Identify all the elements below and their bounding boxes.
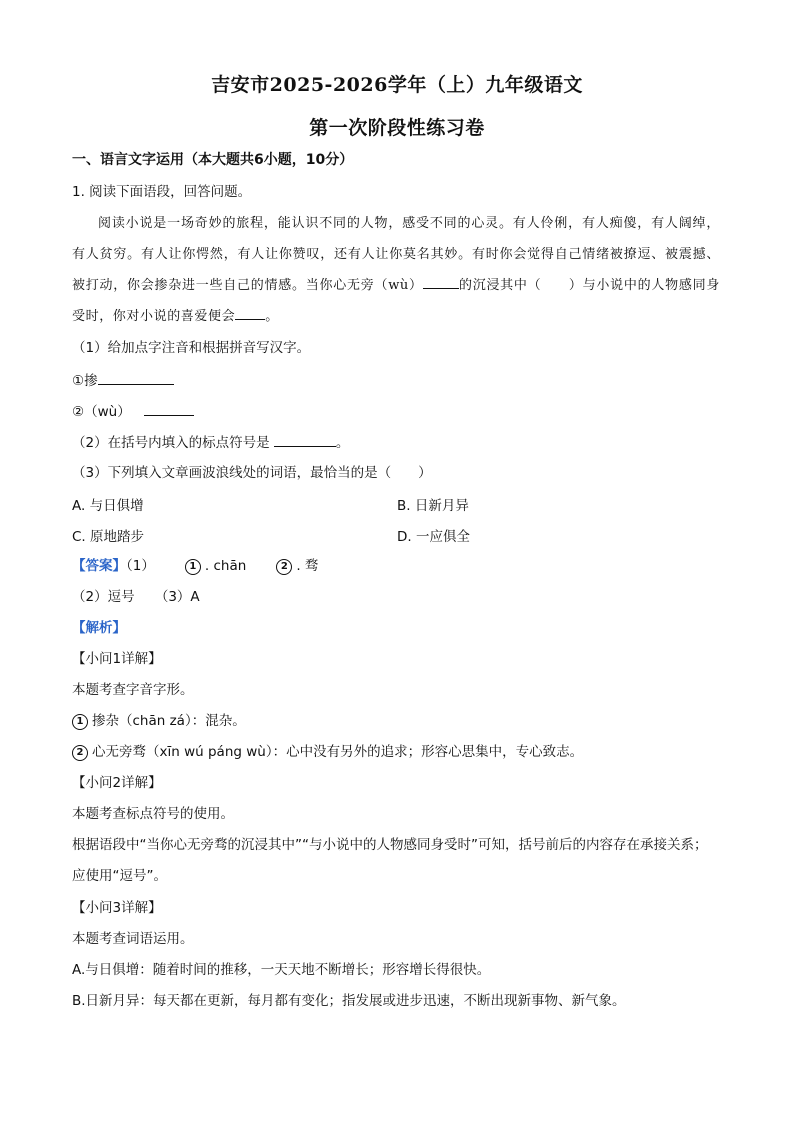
exam-title-line2: 第一次阶段性练习卷 [309, 117, 485, 139]
question-stem: 1. 阅读下面语段，回答问题。 [72, 184, 252, 200]
analysis-sub2-heading: 【小问2详解】 [72, 775, 162, 791]
analysis-sub2-line1: 本题考查标点符号的使用。 [72, 806, 234, 822]
exam-title-line1: 吉安市2025-2026学年（上）九年级语文 [211, 74, 583, 96]
passage-blank-1[interactable] [423, 274, 459, 289]
sub-question-2 [72, 432, 722, 453]
circled-number-icon: 2 [276, 559, 292, 575]
sub-question-1a-label: ①掺 [72, 373, 98, 389]
sub-question-1b [72, 401, 722, 422]
analysis-sub3-line1: 本题考查词语运用。 [72, 931, 194, 947]
circled-number-icon: 2 [72, 745, 88, 761]
circled-number-icon: 1 [185, 559, 201, 575]
option-d[interactable]: D. 一应俱全 [397, 529, 470, 545]
answer-blank-2[interactable] [274, 432, 336, 447]
sub-question-2-end: 。 [335, 435, 350, 451]
passage-blank-2[interactable] [235, 305, 265, 320]
reading-passage [72, 208, 720, 332]
analysis-sub1-heading: 【小问1详解】 [72, 651, 162, 667]
sub-question-1a [72, 370, 722, 391]
analysis-sub2-line2: 根据语段中“当你心无旁骛的沉浸其中”“与小说中的人物感同身受时”可知，括号前后的内容存在承接关系； 应使用“逗号”。 [72, 837, 708, 884]
analysis-sub1-line3-text: 心无旁骛（xīn wú páng wù）：心中没有另外的追求；形容心思集中，专心致志。 [92, 744, 584, 760]
answer-line-2: （2）逗号 （3）A [72, 589, 200, 605]
analysis-sub3-heading: 【小问3详解】 [72, 900, 162, 916]
answer-blank-1a[interactable] [98, 370, 174, 385]
answer-line-1 [72, 556, 722, 576]
option-c[interactable]: C. 原地踏步 [72, 529, 145, 545]
sub-question-1b-label: ②（wù） [72, 404, 131, 420]
analysis-sub1-line2-text: 掺杂（chān zá）：混杂。 [92, 713, 246, 729]
analysis-sub3-line2: A.与日俱增：随着时间的推移，一天天地不断增长；形容增长得很快。 [72, 962, 491, 978]
answer-label: 【答案】 [72, 558, 126, 574]
answer-part1-prefix: （1） [126, 558, 155, 574]
answer-1: . chān [204, 558, 247, 574]
passage-text-1: 阅读小说是一场奇妙的旅程，能认识不同的人物，感受不同的心灵。有人伶俐，有人痴傻，有人阔绰，有人贫穷。有人让你愕然，有人让你赞叹，还有人让你莫名其妙。有时你会觉得自己情绪被撩逗、被震撼、被打动，你会掺杂进一些自己的情感。当你心无旁（wù） [72, 216, 720, 293]
section-heading: 一、语言文字运用（本大题共6小题，10分） [72, 152, 354, 168]
analysis-sub3-line3: B.日新月异：每天都在更新，每月都有变化；指发展或进步迅速，不断出现新事物、新气象。 [72, 993, 626, 1009]
answer-blank-1b[interactable] [144, 401, 194, 416]
option-b[interactable]: B. 日新月异 [397, 498, 469, 514]
sub-question-3: （3）下列填入文章画波浪线处的词语，最恰当的是（ ） [72, 465, 432, 481]
circled-number-icon: 1 [72, 714, 88, 730]
passage-text-end: 。 [265, 309, 279, 324]
sub-question-2-text: （2）在括号内填入的标点符号是 [72, 435, 270, 451]
analysis-sub1-line3 [72, 742, 722, 762]
answer-2: . 骛 [296, 558, 319, 574]
analysis-sub1-line1: 本题考查字音字形。 [72, 682, 194, 698]
analysis-label: 【解析】 [72, 620, 126, 636]
analysis-sub1-line2 [72, 711, 722, 731]
passage-text-2: 的沉浸其中（ ）与小说中的人物感同身受时，你对小说的喜爱便会 [72, 278, 720, 324]
option-a[interactable]: A. 与日俱增 [72, 498, 144, 514]
sub-question-1: （1）给加点字注音和根据拼音写汉字。 [72, 340, 311, 356]
